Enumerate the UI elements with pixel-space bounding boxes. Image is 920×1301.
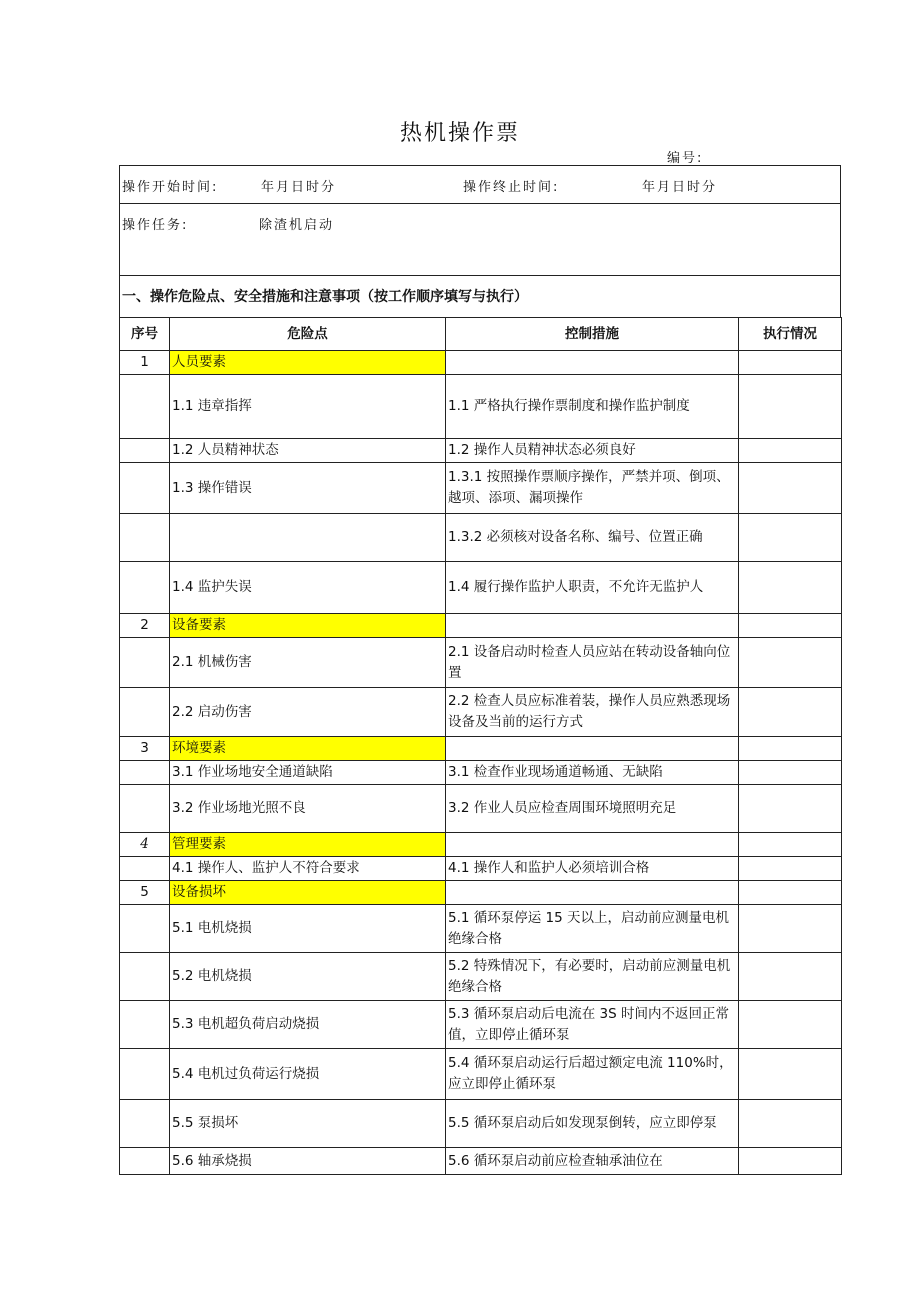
control-cell: 1.3.2 必须核对设备名称、编号、位置正确 bbox=[446, 514, 739, 562]
row-number bbox=[120, 1148, 170, 1175]
table-row bbox=[120, 785, 842, 833]
col-header-control: 控制措施 bbox=[446, 318, 739, 351]
row-number: 5 bbox=[120, 881, 170, 905]
control-cell: 1.4 履行操作监护人职责，不允许无监护人 bbox=[446, 562, 739, 614]
table-row bbox=[120, 463, 842, 514]
status-cell bbox=[739, 514, 842, 562]
control-cell: 4.1 操作人和监护人必须培训合格 bbox=[446, 857, 739, 881]
table-row bbox=[120, 688, 842, 737]
table-row bbox=[120, 375, 842, 439]
row-number bbox=[120, 761, 170, 785]
hazard-cell: 1.3 操作错误 bbox=[170, 463, 446, 514]
row-number bbox=[120, 785, 170, 833]
row-number bbox=[120, 463, 170, 514]
table-row bbox=[120, 1001, 842, 1049]
hazard-table bbox=[119, 317, 842, 1175]
task-label: 操作任务: bbox=[122, 218, 189, 233]
status-cell bbox=[739, 1049, 842, 1100]
row-number: 4 bbox=[120, 833, 170, 857]
time-row bbox=[119, 165, 841, 204]
control-cell: 3.1 检查作业现场通道畅通、无缺陷 bbox=[446, 761, 739, 785]
col-header-status: 执行情况 bbox=[739, 318, 842, 351]
status-cell bbox=[739, 614, 842, 638]
page-title: 热机操作票 bbox=[399, 121, 520, 146]
row-number bbox=[120, 514, 170, 562]
doc-number-label: 编号: bbox=[667, 151, 704, 166]
start-time-value: 年月日时分 bbox=[261, 180, 337, 195]
status-cell bbox=[739, 463, 842, 514]
row-number bbox=[120, 439, 170, 463]
control-cell bbox=[446, 833, 739, 857]
table-row bbox=[120, 881, 842, 905]
table-row bbox=[120, 638, 842, 688]
status-cell bbox=[739, 905, 842, 953]
control-cell: 5.6 循环泵启动前应检查轴承油位在 bbox=[446, 1148, 739, 1175]
row-number: 2 bbox=[120, 614, 170, 638]
category-cell: 设备要素 bbox=[170, 614, 446, 638]
end-time-label: 操作终止时间: bbox=[463, 180, 560, 195]
category-cell: 设备损坏 bbox=[170, 881, 446, 905]
control-cell: 2.2 检查人员应标准着装，操作人员应熟悉现场设备及当前的运行方式 bbox=[446, 688, 739, 737]
control-cell bbox=[446, 351, 739, 375]
control-cell: 1.1 严格执行操作票制度和操作监护制度 bbox=[446, 375, 739, 439]
section-title: 一、操作危险点、安全措施和注意事项（按工作顺序填写与执行） bbox=[122, 289, 528, 305]
row-number bbox=[120, 905, 170, 953]
status-cell bbox=[739, 562, 842, 614]
row-number bbox=[120, 1001, 170, 1049]
row-number bbox=[120, 857, 170, 881]
control-cell: 2.1 设备启动时检查人员应站在转动设备轴向位置 bbox=[446, 638, 739, 688]
table-row bbox=[120, 614, 842, 638]
control-cell: 5.4 循环泵启动运行后超过额定电流 110%时，应立即停止循环泵 bbox=[446, 1049, 739, 1100]
row-number bbox=[120, 562, 170, 614]
hazard-cell: 3.2 作业场地光照不良 bbox=[170, 785, 446, 833]
control-cell bbox=[446, 614, 739, 638]
row-number bbox=[120, 688, 170, 737]
table-row bbox=[120, 1148, 842, 1175]
status-cell bbox=[739, 351, 842, 375]
table-header-row bbox=[120, 318, 842, 351]
hazard-cell: 5.5 泵损坏 bbox=[170, 1100, 446, 1148]
status-cell bbox=[739, 953, 842, 1001]
hazard-cell: 2.2 启动伤害 bbox=[170, 688, 446, 737]
hazard-cell: 5.1 电机烧损 bbox=[170, 905, 446, 953]
row-number: 1 bbox=[120, 351, 170, 375]
hazard-cell: 5.2 电机烧损 bbox=[170, 953, 446, 1001]
col-header-number: 序号 bbox=[120, 318, 170, 351]
table-row bbox=[120, 857, 842, 881]
hazard-cell: 1.2 人员精神状态 bbox=[170, 439, 446, 463]
table-row bbox=[120, 1049, 842, 1100]
task-value: 除渣机启动 bbox=[259, 218, 335, 233]
hazard-cell: 1.1 违章指挥 bbox=[170, 375, 446, 439]
control-cell: 1.3.1 按照操作票顺序操作，严禁并项、倒项、越项、添项、漏项操作 bbox=[446, 463, 739, 514]
control-cell bbox=[446, 881, 739, 905]
category-cell: 环境要素 bbox=[170, 737, 446, 761]
category-cell: 管理要素 bbox=[170, 833, 446, 857]
control-cell: 5.1 循环泵停运 15 天以上，启动前应测量电机绝缘合格 bbox=[446, 905, 739, 953]
status-cell bbox=[739, 1100, 842, 1148]
row-number bbox=[120, 638, 170, 688]
hazard-cell: 1.4 监护失误 bbox=[170, 562, 446, 614]
control-cell bbox=[446, 737, 739, 761]
hazard-cell bbox=[170, 514, 446, 562]
status-cell bbox=[739, 375, 842, 439]
task-row bbox=[119, 203, 841, 276]
row-number bbox=[120, 1049, 170, 1100]
control-cell: 3.2 作业人员应检查周围环境照明充足 bbox=[446, 785, 739, 833]
hazard-cell: 5.3 电机超负荷启动烧损 bbox=[170, 1001, 446, 1049]
row-number bbox=[120, 375, 170, 439]
col-header-hazard: 危险点 bbox=[170, 318, 446, 351]
row-number: 3 bbox=[120, 737, 170, 761]
table-row bbox=[120, 514, 842, 562]
table-row bbox=[120, 1100, 842, 1148]
hazard-cell: 5.4 电机过负荷运行烧损 bbox=[170, 1049, 446, 1100]
status-cell bbox=[739, 638, 842, 688]
hazard-cell: 2.1 机械伤害 bbox=[170, 638, 446, 688]
table-row bbox=[120, 737, 842, 761]
status-cell bbox=[739, 439, 842, 463]
hazard-cell: 5.6 轴承烧损 bbox=[170, 1148, 446, 1175]
status-cell bbox=[739, 761, 842, 785]
end-time-value: 年月日时分 bbox=[642, 180, 718, 195]
table-row bbox=[120, 953, 842, 1001]
control-cell: 5.2 特殊情况下，有必要时，启动前应测量电机绝缘合格 bbox=[446, 953, 739, 1001]
section-row bbox=[119, 275, 841, 318]
row-number bbox=[120, 1100, 170, 1148]
status-cell bbox=[739, 833, 842, 857]
table-row bbox=[120, 439, 842, 463]
control-cell: 5.5 循环泵启动后如发现泵倒转，应立即停泵 bbox=[446, 1100, 739, 1148]
category-cell: 人员要素 bbox=[170, 351, 446, 375]
control-cell: 5.3 循环泵启动后电流在 3S 时间内不返回正常值，立即停止循环泵 bbox=[446, 1001, 739, 1049]
status-cell bbox=[739, 737, 842, 761]
table-row bbox=[120, 351, 842, 375]
control-cell: 1.2 操作人员精神状态必须良好 bbox=[446, 439, 739, 463]
table-row bbox=[120, 833, 842, 857]
hazard-cell: 3.1 作业场地安全通道缺陷 bbox=[170, 761, 446, 785]
status-cell bbox=[739, 857, 842, 881]
status-cell bbox=[739, 1001, 842, 1049]
status-cell bbox=[739, 881, 842, 905]
status-cell bbox=[739, 785, 842, 833]
hazard-cell: 4.1 操作人、监护人不符合要求 bbox=[170, 857, 446, 881]
status-cell bbox=[739, 688, 842, 737]
row-number bbox=[120, 953, 170, 1001]
start-time-label: 操作开始时间: bbox=[122, 180, 219, 195]
table-row bbox=[120, 761, 842, 785]
status-cell bbox=[739, 1148, 842, 1175]
table-row bbox=[120, 562, 842, 614]
table-row bbox=[120, 905, 842, 953]
